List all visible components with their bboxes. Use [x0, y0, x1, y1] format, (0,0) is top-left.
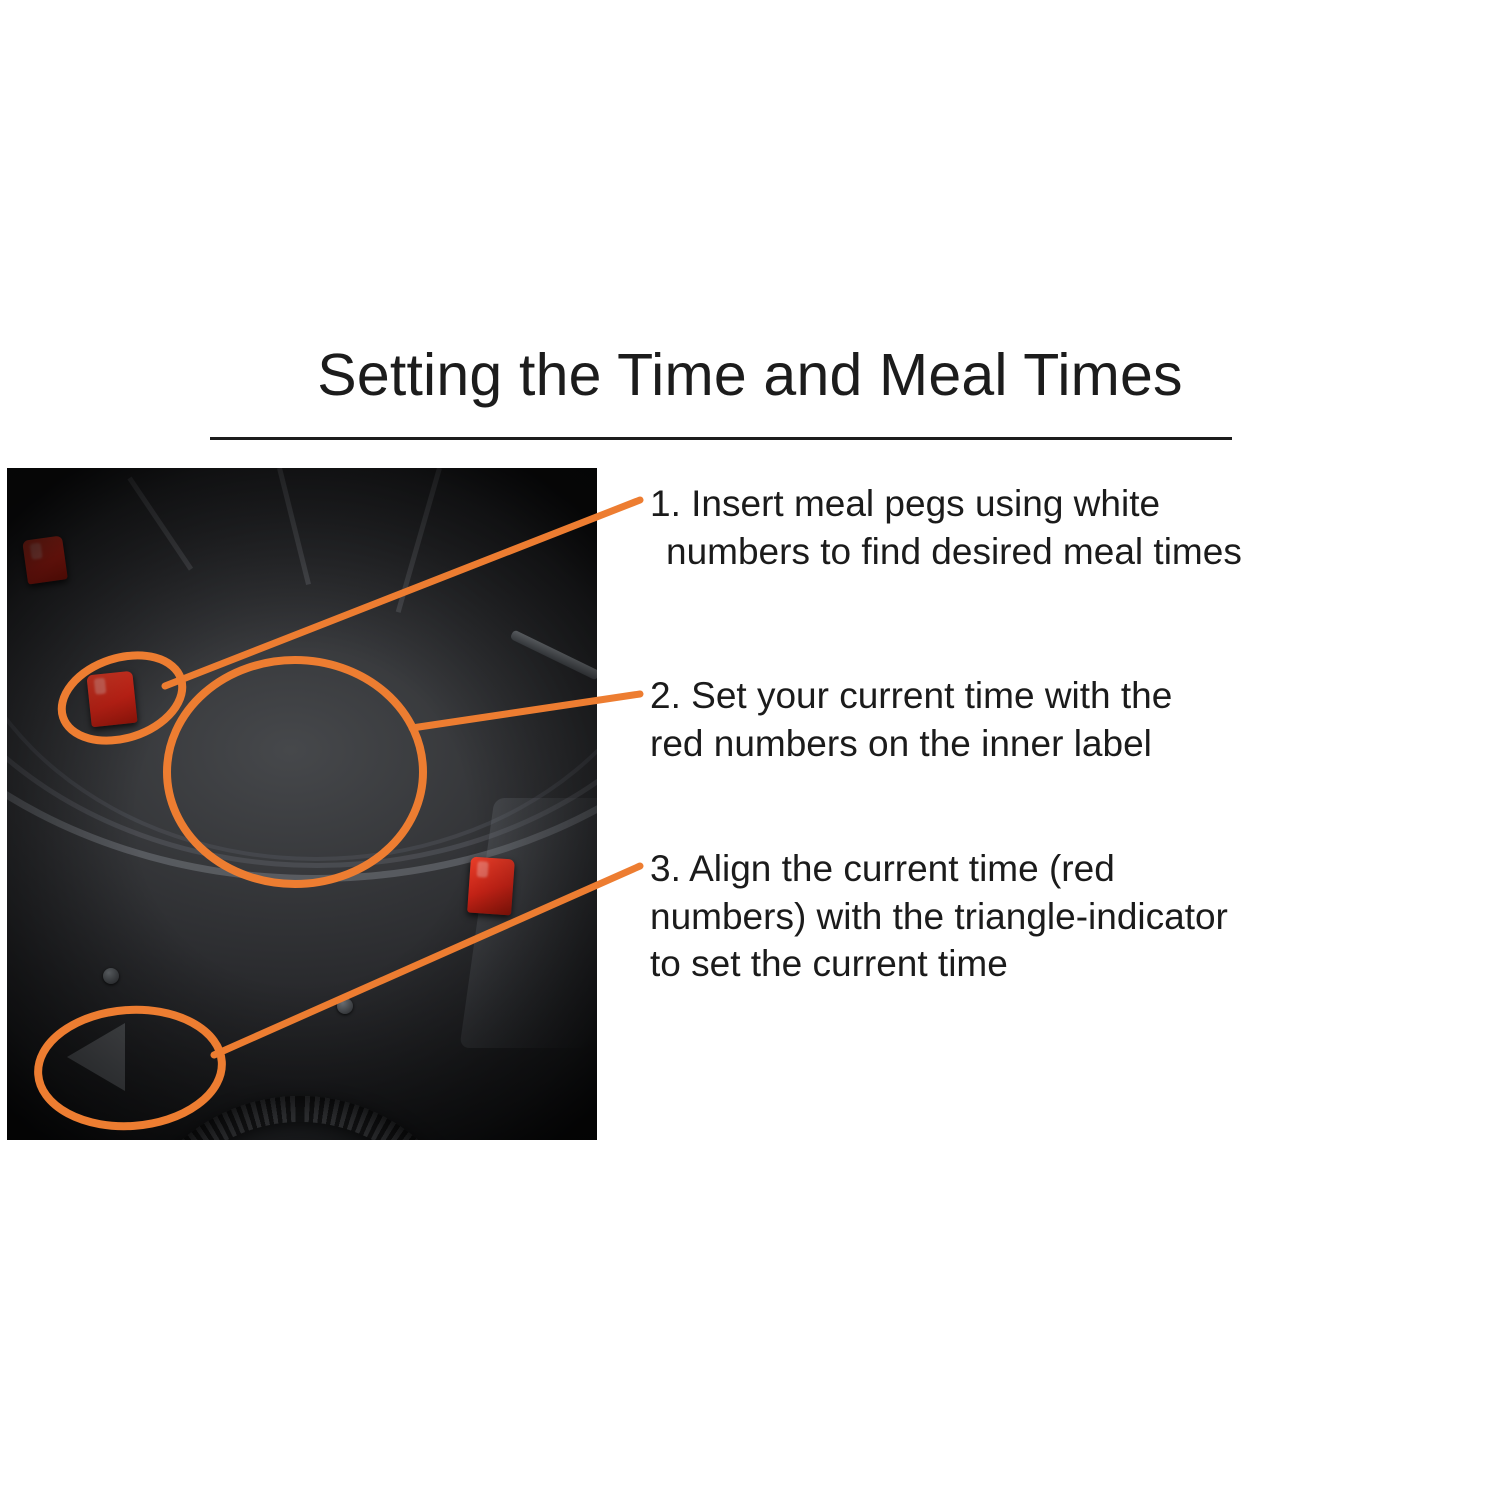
photo-vignette — [7, 468, 597, 1140]
callout-1-line-1: 1. Insert meal pegs using white — [650, 483, 1161, 524]
callout-3-line-1: 3. Align the current time (red — [650, 848, 1115, 889]
callout-2-line-2: red numbers on the inner label — [650, 722, 1152, 764]
page-title: Setting the Time and Meal Times — [317, 342, 1183, 408]
callout-3-line-2: numbers) with the triangle-indicator — [650, 895, 1228, 937]
callout-1-line-2: numbers to find desired meal times — [666, 530, 1242, 572]
callout-2-line-1: 2. Set your current time with the — [650, 675, 1173, 716]
pet-feeder-timer-dial-photo — [7, 468, 597, 1140]
callout-step-2 — [650, 672, 1440, 767]
title-block — [0, 342, 1500, 408]
callout-3-line-3: to set the current time — [650, 943, 1008, 985]
title-underline-rule — [210, 437, 1232, 440]
callout-step-1 — [650, 480, 1476, 575]
callout-step-3 — [650, 845, 1490, 988]
